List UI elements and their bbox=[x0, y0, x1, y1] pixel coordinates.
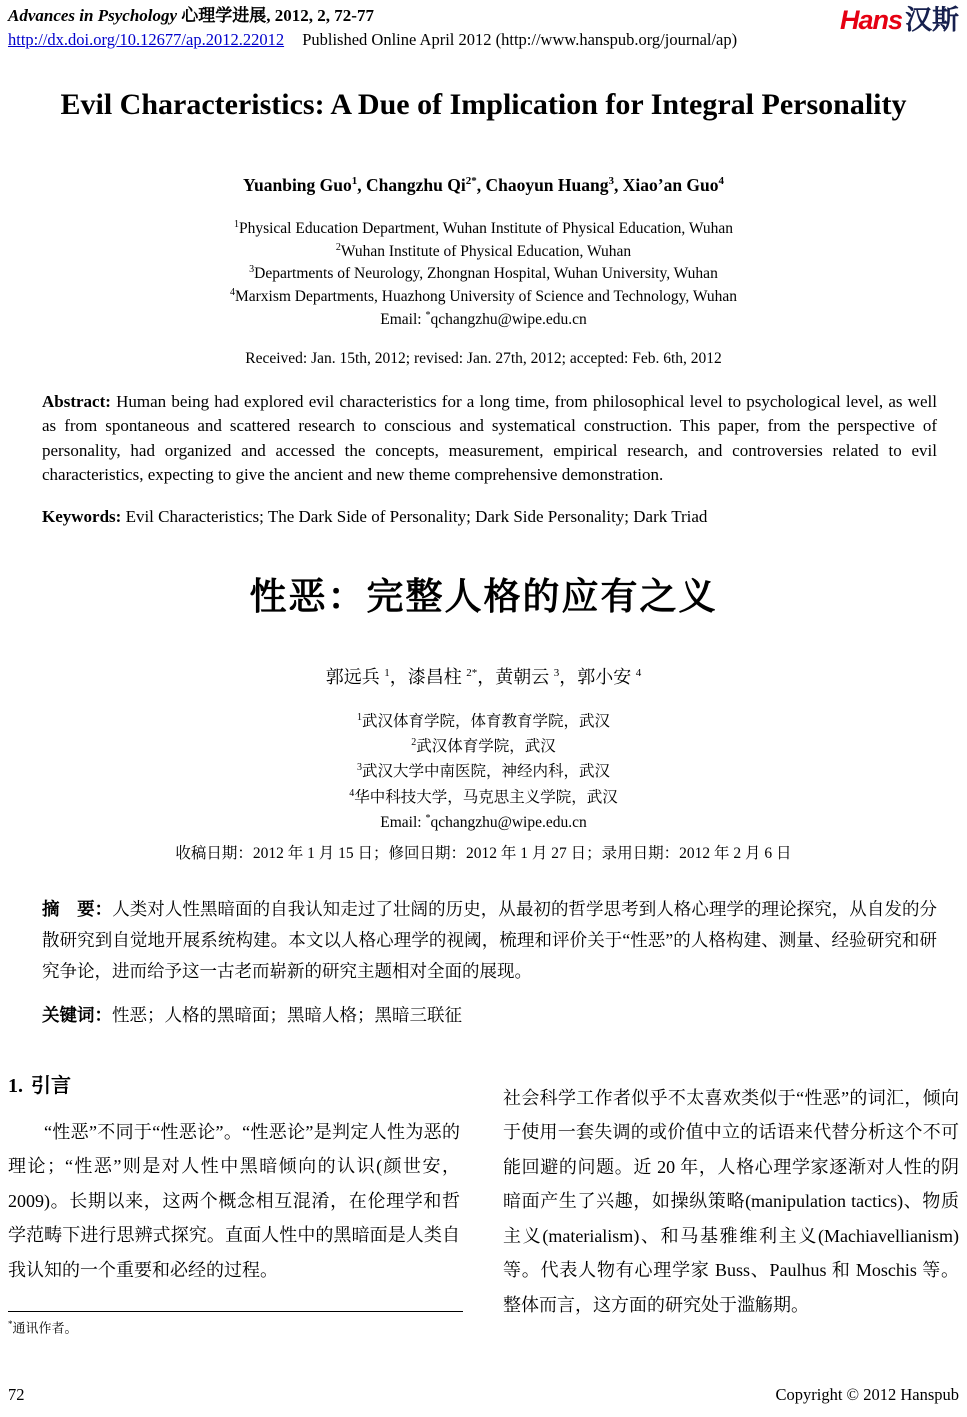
author-en: , Chaoyun Huang$^3$ bbox=[476, 174, 614, 195]
received-dates-cn: 收稿日期：2012 年 1 月 15 日；修回日期：2012 年 1 月 27 日；录用日期：2012 年 2 月 6 日 bbox=[175, 844, 792, 862]
keywords-label-cn: 关键词： bbox=[42, 1004, 112, 1025]
keywords-label-en: Keywords: bbox=[42, 506, 122, 526]
affiliation-line: $^3$Departments of Neurology, Zhongnan Hospital, Wuhan University, Wuhan bbox=[249, 264, 718, 283]
hans-logo-latin: Hans bbox=[839, 5, 902, 35]
author-en: , Changzhu $Qi^{2*}$ bbox=[357, 174, 477, 195]
author-cn: ，黄朝云 $^3$ bbox=[477, 667, 560, 688]
keywords-text-cn: 性恶；人格的黑暗面；黑暗人格；黑暗三联征 bbox=[112, 1004, 462, 1025]
author-superscript: 2* bbox=[466, 667, 478, 680]
journal-header bbox=[8, 5, 959, 51]
doi-link[interactable]: http://dx.doi.org/10.12677/ap.2012.22012 bbox=[8, 30, 285, 49]
keywords-en bbox=[42, 505, 937, 530]
email-line: Email: *qchangzhu@wipe.edu.cn bbox=[380, 309, 587, 328]
email-address: qchangzhu@wipe.edu.cn bbox=[430, 310, 587, 328]
affiliation-line: $^1$Physical Education Department, Wuhan Institute of Physical Education, Wuhan bbox=[233, 218, 734, 237]
footnote-text: 通讯作者。 bbox=[12, 1320, 78, 1336]
hans-publisher-logo bbox=[840, 5, 959, 35]
page-footer bbox=[8, 1385, 959, 1405]
affiliations-en bbox=[8, 216, 959, 330]
email-line: Email: *qchangzhu@wipe.edu.cn bbox=[380, 812, 587, 831]
paper-title-cn: 性恶：完整人格的应有之义 bbox=[249, 576, 718, 618]
abstract-cn bbox=[42, 894, 937, 987]
affiliation-line: $^1$武汉体育学院，体育教育学院，武汉 bbox=[356, 712, 610, 731]
published-online-info: Published Online April 2012 (http://www.hanspub.org/journal/ap) bbox=[302, 30, 738, 49]
hans-logo-cn: 汉斯 bbox=[905, 5, 959, 35]
keywords-cn bbox=[42, 1000, 937, 1031]
author-cn: ，郭小安 $^4$ bbox=[559, 667, 642, 688]
author-superscript: 1 bbox=[384, 667, 390, 680]
abstract-label-cn: 摘 要： bbox=[42, 898, 113, 919]
received-dates-en: Received: Jan. 15th, 2012; revised: Jan. 27th, 2012; accepted: Feb. 6th, 2012 bbox=[245, 349, 722, 367]
author-superscript: 1 bbox=[351, 175, 358, 187]
right-column bbox=[503, 1073, 959, 1338]
keywords-text-en: Evil Characteristics; The Dark Side of Personality; Dark Side Personality; Dark Triad bbox=[121, 506, 708, 526]
corresponding-author-footnote bbox=[8, 1311, 463, 1337]
author-superscript: 3 bbox=[553, 667, 560, 680]
journal-name: Advances in Psychology bbox=[8, 6, 178, 25]
journal-name-cn: 心理学进展 bbox=[181, 6, 267, 25]
email-address: qchangzhu@wipe.edu.cn bbox=[430, 813, 587, 831]
paper-title-en: Evil Characteristics: A Due of Implication for Integral Personality bbox=[60, 88, 907, 121]
column-gap bbox=[460, 1073, 503, 1338]
body-paragraph-right: 社会科学工作者似乎不太喜欢类似于“性恶”的词汇，倾向于使用一套失调的或价值中立的话语来代替分析这个不可能回避的问题。近 20 年，人格心理学家逐渐对人性的阴暗面产生了兴趣，如操纵策略(manipulation tactics)、物质主义(materialism)、和马基雅维利主义(Machiavellianism)等。代表人物有心理学家 Buss、Paulhus 和 Moschis 等。整体而言，这方面的研究处于滥觞期。 bbox=[503, 1087, 959, 1315]
affiliation-line: $^2$Wuhan Institute of Physical Education, Wuhan bbox=[335, 241, 632, 260]
affiliation-line: $^2$武汉体育学院，武汉 bbox=[411, 737, 556, 756]
author-en: , Xiao’an Guo$^4$ bbox=[614, 174, 725, 195]
section-number: 1. bbox=[8, 1074, 23, 1097]
journal-doi-line bbox=[8, 29, 737, 51]
author-cn: 郭远兵 $^1$ bbox=[325, 667, 390, 688]
author-cn: ，漆昌柱 $^{2*}$ bbox=[389, 667, 478, 688]
author-superscript: 4 bbox=[718, 175, 725, 187]
body-paragraph-left: “性恶”不同于“性恶论”。“性恶论”是判定人性为恶的理论；“性恶”则是对人性中黑暗倾向的认识(颜世安，2009)。长期以来，这两个概念相互混淆，在伦理学和哲学范畴下进行思辨式探究。直面人性中的黑暗面是人类自我认知的一个重要和必经的过程。 bbox=[8, 1121, 460, 1280]
author-superscript: 4 bbox=[635, 667, 642, 680]
page-number: 72 bbox=[8, 1385, 25, 1404]
footnote-asterisk: * bbox=[8, 1319, 13, 1330]
author-en: Yuanbing Guo$^1$ bbox=[242, 174, 358, 195]
author-superscript: 2* bbox=[465, 175, 477, 187]
journal-header-text bbox=[8, 5, 737, 51]
section-heading-introduction bbox=[8, 1073, 460, 1099]
two-column-body bbox=[8, 1073, 959, 1338]
affiliation-line: $^3$武汉大学中南医院，神经内科，武汉 bbox=[356, 762, 610, 781]
affiliation-line: $^4$华中科技大学，马克思主义学院，武汉 bbox=[349, 787, 618, 806]
journal-citation-line bbox=[8, 5, 737, 27]
authors-cn bbox=[8, 661, 959, 689]
author-superscript: 3 bbox=[608, 175, 614, 187]
abstract-text-cn: 人类对人性黑暗面的自我认知走过了壮阔的历史，从最初的哲学思考到人格心理学的理论探究，从自发的分散研究到自觉地开展系统构建。本文以人格心理学的视阈，梳理和评价关于“性恶”的人格构建、测量、经验研究和研究争论，进而给予这一古老而崭新的研究主题相对全面的展现。 bbox=[42, 898, 937, 981]
abstract-text-en: Human being had explored evil characteristics for a long time, from philosophical level to psychological level, as well as from spontaneous and scattered research to conscious and systematical construction. This paper, from the perspective of personality, had organized and accessed the concepts, measurement, empirical research, and controversies related to evil characteristics, expecting to give the ancient and new theme comprehensive demonstration. bbox=[42, 391, 937, 485]
journal-issue-info: , 2012, 2, 72-77 bbox=[266, 6, 374, 25]
affiliations-cn bbox=[8, 707, 959, 833]
left-column bbox=[8, 1073, 460, 1338]
abstract-en bbox=[42, 390, 937, 488]
authors-en bbox=[8, 170, 959, 196]
affiliation-line: $^4$Marxism Departments, Huazhong University of Science and Technology, Wuhan bbox=[229, 287, 738, 306]
copyright-notice: Copyright © 2012 Hanspub bbox=[775, 1385, 959, 1404]
section-title: 引言 bbox=[31, 1074, 71, 1097]
abstract-label-en: Abstract: bbox=[42, 391, 111, 411]
